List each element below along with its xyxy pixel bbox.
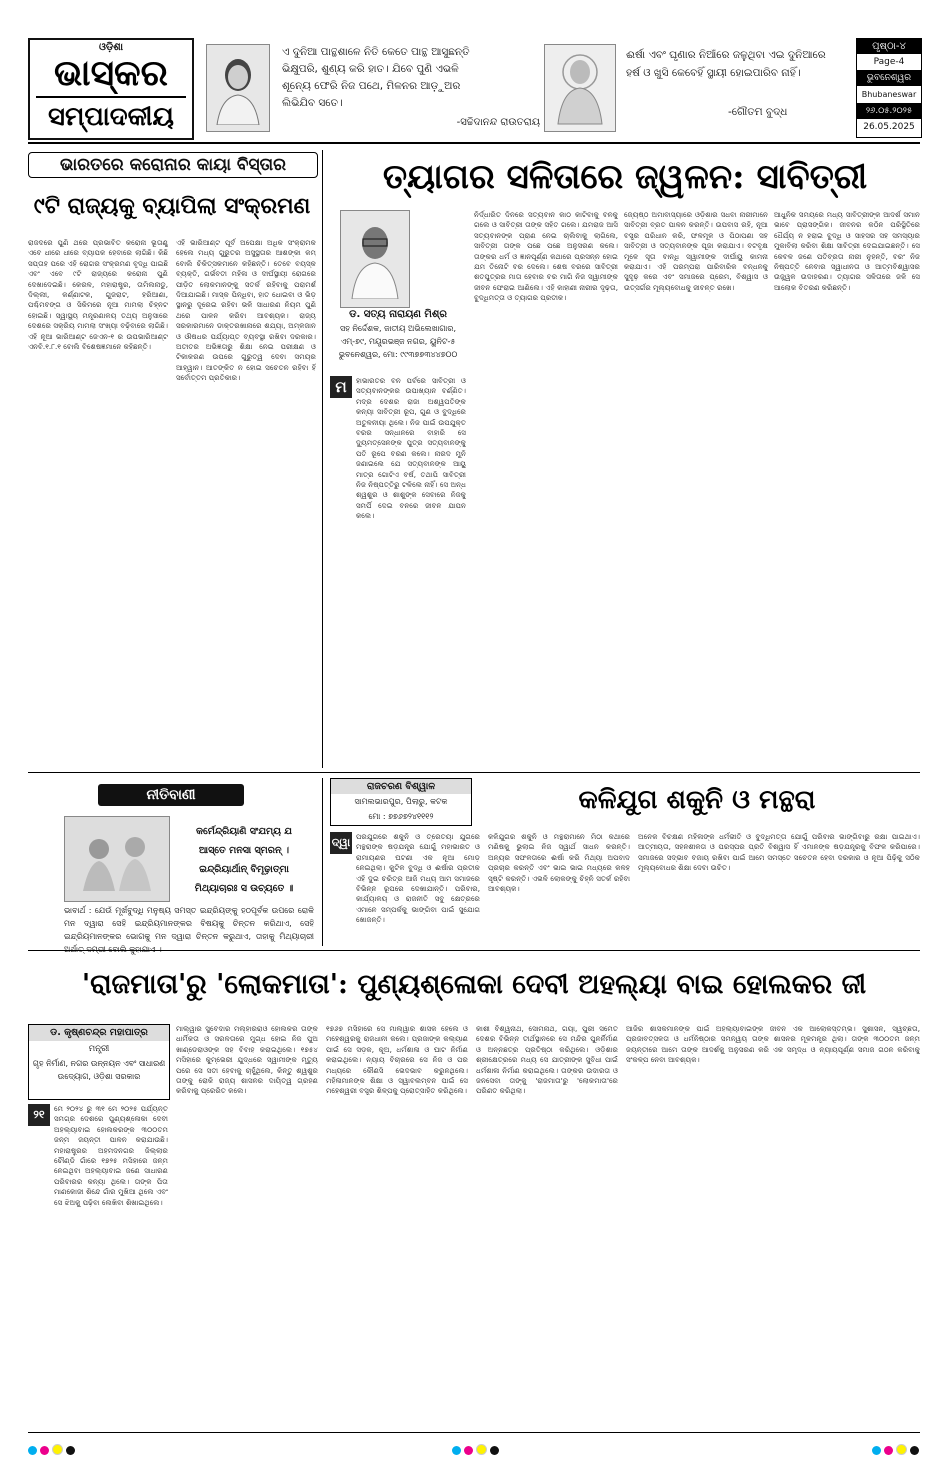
kaliyuga-body-col3: ଅନେକ ବିଚକ୍ଷଣ ମହିଳାଙ୍କ ଧର୍ମଭୀତି ଓ ବୁଦ୍ଧିମତ୍ତା ଯୋଗୁଁ ପରିବାର ଭାଙ୍ଗିବାରୁ ରକ୍ଷା ପାଇଥାଏ। ଆତ୍ମୀୟତା, ସହନଶୀଳତା ଓ ପରସ୍ପର ପ୍ରତି ବିଶ୍ୱାସ ହିଁ ଏମାନଙ୍କ ଷଡ଼ଯନ୍ତ୍ରକୁ ବିଫଳ କରିପାରେ। ସମାଜରେ ସଦ୍ଭାବ ବଜାୟ ରଖିବା ପାଇଁ ଆମେ ସମସ୍ତେ ସଚେତନ ହେବା ଦରକାର ଓ ନୂଆ ପିଢ଼ିକୁ ସଠିକ ମୂଲ୍ୟବୋଧର ଶିକ୍ଷା ଦେବା ଉଚିତ। xyxy=(638,832,920,873)
ahilya-author-box xyxy=(28,1024,170,1100)
verse-line-2: ଆସ୍ତେ ମନସା ସ୍ମରନ୍ । xyxy=(198,845,290,856)
registration-marks-right xyxy=(872,1440,922,1459)
page-number-en: Page-4 xyxy=(873,57,905,67)
kaliyuga-dropcap: ଦ୍ୱା xyxy=(330,832,352,854)
buddha-icon xyxy=(550,50,610,126)
section-rule-2 xyxy=(28,950,920,951)
buddha-portrait xyxy=(544,44,616,132)
editorial-title: ୯ଟି ରାଜ୍ୟକୁ ବ୍ୟାପିଲା ସଂକ୍ରମଣ xyxy=(33,193,311,219)
chariot-icon xyxy=(69,821,165,897)
kaliyuga-author-name: ରାଜଚରଣ ବିଶ୍ୱାଳ xyxy=(331,779,471,794)
registration-marks-center xyxy=(452,1440,502,1459)
color-dot-magenta xyxy=(884,1446,893,1455)
color-dot-black xyxy=(66,1446,75,1455)
date-en: 26.05.2025 xyxy=(863,122,915,132)
date-odia: ୨୬.୦୫.୨୦୨୫ xyxy=(857,103,921,119)
savitri-dropcap: ମ xyxy=(330,376,352,398)
color-dot-black xyxy=(490,1446,499,1455)
column-rule-2 xyxy=(322,778,323,946)
page-info-box xyxy=(856,38,922,138)
city-en: Bhubaneswar xyxy=(861,90,917,99)
footer-rule xyxy=(28,1432,920,1433)
color-dot-black xyxy=(910,1446,919,1455)
ahilya-body-col5: ଆଜିର ଶାସକମାନଙ୍କ ପାଇଁ ଅହଲ୍ୟାବାଇଙ୍କ ଜୀବନ ଏକ ଆଲୋକସ୍ତମ୍ଭ। ସୁଶାସନ, ସ୍ୱଚ୍ଛତା, ପ୍ରଜାବତ୍ସଳତା ଓ ଧର୍ମନିଷ୍ଠାର ସମନ୍ୱୟ ତାଙ୍କ ଶାସନର ମୂଳମନ୍ତ୍ର ଥିଲା। ତାଙ୍କ ୩୦୦ତମ ଜନ୍ମ ଜୟନ୍ତୀରେ ଆମେ ତାଙ୍କ ଆଦର୍ଶକୁ ଅନୁସରଣ କରି ଏକ ସମୃଦ୍ଧ ଓ ନ୍ୟାୟପୂର୍ଣ୍ଣ ସମାଜ ଗଠନ କରିବାକୁ ସଂକଳ୍ପ ନେବା ଆବଶ୍ୟକ। xyxy=(626,1024,920,1065)
savitri-body-col4: ଆଧୁନିକ ସମୟରେ ମଧ୍ୟ ସାବିତ୍ରୀଙ୍କ ଆଦର୍ଶ ସମାନ ଭାବେ ପ୍ରାସଙ୍ଗିକ। ଜୀବନର କଠିନ ପରିସ୍ଥିତିରେ ଧୈର୍ଯ୍ୟ ନ ହରାଇ ବୁଦ୍ଧି ଓ ସାହସର ସହ ସମସ୍ୟାର ମୁକାବିଲା କରିବା ଶିକ୍ଷା ସାବିତ୍ରୀ ଦେଇଯାଇଛନ୍ତି। ସେ କେବଳ ଜଣେ ପତିବ୍ରତା ନାରୀ ନୁହନ୍ତି, ବରଂ ନିଜ ନିଷ୍ପତ୍ତି ନେବାର ସ୍ୱାଧୀନତା ଓ ଆତ୍ମବିଶ୍ୱାସର ଉଜ୍ଜ୍ୱଳ ଉଦାହରଣ। ତ୍ୟାଗର ସଳିତାରେ ଜଳି ସେ ଆଲୋକ ବିତରଣ କରିଛନ୍ତି। xyxy=(774,210,920,292)
kaliyuga-author-place: ସାମଲଭାରପୁର, ପିଲାରୁ, କଟକ xyxy=(354,797,448,806)
savitri-author-name: ଡ. ସତ୍ୟ ନାରାୟଣ ମିଶ୍ର xyxy=(349,309,447,320)
nitibani-verse xyxy=(176,822,312,898)
kaliyuga-title: କଳିଯୁଗ ଶକୁନି ଓ ମନ୍ଥରା xyxy=(578,785,816,815)
city-odia: ଭୁବନେଶ୍ୱର xyxy=(857,70,921,86)
ahilya-body-col2: ମାଲ୍ୱାର ସୁବେଦାର ମଲ୍ହାରରାଓ ହୋଲକର ତାଙ୍କ ଧାର୍ମିକତା ଓ ସରଳତାରେ ମୁଗ୍ଧ ହୋଇ ନିଜ ପୁଅ ଖାଣ୍ଡେରାଓଙ୍କ ସହ ବିବାହ କରାଇଥିଲେ। ୧୭୫୪ ମସିହାରେ କୁମ୍ଭେରୀ ଯୁଦ୍ଧରେ ସ୍ୱାମୀଙ୍କ ମୃତ୍ୟୁ ପରେ ସେ ସତୀ ହେବାକୁ ଚାହୁଁଥିଲେ, କିନ୍ତୁ ଶ୍ୱଶୁର ତାଙ୍କୁ ରୋକି ରାଜ୍ୟ ଶାସନର ଦାୟିତ୍ୱ ଗ୍ରହଣ କରିବାକୁ ପ୍ରେରିତ କଲେ। xyxy=(176,1024,318,1096)
kaliyuga-body-col1: ପରଯୁଗରେ ଶକୁନି ଓ ତ୍ରେତୟା ଯୁଗରେ ମନ୍ଥରାଙ୍କ ଷଡ଼ଯନ୍ତ୍ର ଯୋଗୁଁ ମହାଭାରତ ଓ ରାମାୟଣର ଘଟଣା ଏକ ନୂଆ ମୋଡ଼ ନେଇଥିଲା। କୁଟିଳ ବୁଦ୍ଧି ଓ ଈର୍ଷାର ପ୍ରତୀକ ଏହି ଦୁଇ ଚରିତ୍ର ଆଜି ମଧ୍ୟ ଆମ ସମାଜରେ ବିଭିନ୍ନ ରୂପରେ ଦେଖାଯାନ୍ତି। ପରିବାର, କାର୍ଯ୍ୟାଳୟ ଓ ରାଜନୀତି ସବୁ କ୍ଷେତ୍ରରେ ଏମାନେ ସମ୍ପର୍କକୁ ଭାଙ୍ଗିବା ପାଇଁ ସୁଯୋଗ ଖୋଜନ୍ତି। xyxy=(356,832,480,925)
editorial-kicker: ଭାରତରେ କରୋନାର କାୟା ବିସ୍ତାର xyxy=(28,152,318,178)
author-photo-savitri xyxy=(340,210,410,308)
person-silhouette-icon xyxy=(348,219,402,299)
masthead-divider xyxy=(36,96,186,98)
editorial-body-col2: ଏହି ଭାରିଆଣ୍ଟ ପୂର୍ବ ଅପେକ୍ଷା ଅଧିକ ସଂକ୍ରାମକ ହେଲେ ମଧ୍ୟ ଗୁରୁତର ଅସୁସ୍ଥତାର ଆଶଙ୍କା କମ୍ ବୋଲି ଚିକିତ୍ସକମାନେ କହିଛନ୍ତି। ତେବେ ବୟସ୍କ ବ୍ୟକ୍ତି, ଗର୍ଭବତୀ ମହିଳା ଓ ଦୀର୍ଘସ୍ଥାୟୀ ରୋଗରେ ପୀଡ଼ିତ ଲୋକମାନଙ୍କୁ ସତର୍କ ରହିବାକୁ ପରାମର୍ଶ ଦିଆଯାଇଛି। ମାସ୍କ ପିନ୍ଧିବା, ହାତ ଧୋଇବା ଓ ଭିଡ଼ ସ୍ଥାନରୁ ଦୂରେଇ ରହିବା ଭଳି ସାଧାରଣ ନିୟମ ପୁଣି ଥରେ ପାଳନ କରିବା ଆବଶ୍ୟକ। ରାଜ୍ୟ ସରକାରମାନେ ଡାକ୍ତରଖାନାରେ ଶଯ୍ୟା, ଅମ୍ଳଜାନ ଓ ଔଷଧର ପର୍ଯ୍ୟାପ୍ତ ବ୍ୟବସ୍ଥା ରଖିବା ଦରକାର। ଅତୀତର ଅଭିଜ୍ଞତାରୁ ଶିକ୍ଷା ନେଇ ପରୀକ୍ଷଣ ଓ ଟିକାକରଣ ଉପରେ ଗୁରୁତ୍ୱ ଦେବା ସମୟର ଆହ୍ୱାନ। ଆତଙ୍କିତ ନ ହୋଇ ସଚେତନ ରହିବା ହିଁ ସର୍ବୋତ୍ତମ ପ୍ରତିକାର। xyxy=(176,238,316,383)
savitri-author-detail: ସହ ନିର୍ଦ୍ଦେଶକ, ଜାତୀୟ ଅଭିଲେଖାଗାର, ଏମ୍-୭୯, ମୟୂରଭଞ୍ଜ ନଗର, ୟୁନିଟ-୫ ଭୁବନେଶ୍ୱର, ମୋ: ୯୯୩୭୭୩୪୪୭୦୦ xyxy=(338,324,458,359)
masthead-rule xyxy=(28,142,920,144)
column-rule-1 xyxy=(322,150,323,768)
masthead-section: ସମ୍ପାଦକୀୟ xyxy=(48,102,174,132)
masthead-paper-name: ଭାସ୍କର xyxy=(54,52,168,94)
ahilya-body-col1: ମେ ୨୦୨୪ ରୁ ୩୧ ମେ ୨୦୨୫ ପର୍ଯ୍ୟନ୍ତ ସମଗ୍ର ଦେଶରେ ପୁଣ୍ୟଶ୍ଳୋକା ଦେବୀ ଅହଲ୍ୟାବାଇ ହୋଲକରଙ୍କ ୩୦୦ତମ ଜନ୍ମ ଜୟନ୍ତୀ ପାଳନ କରାଯାଉଛି। ମହାରାଷ୍ଟ୍ରର ଅହମଦନଗର ଜିଲ୍ଲାର ଚୌଣ୍ଡି ଗାଁରେ ୧୭୨୫ ମସିହାରେ ଜନ୍ମ ନେଇଥିବା ଅହଲ୍ୟାବାଇ ଜଣେ ସାଧାରଣ ପରିବାରର କନ୍ୟା ଥିଲେ। ତାଙ୍କ ପିତା ମାଣକୋଜୀ ଶିନ୍ଦେ ଗାଁର ମୁଖିଆ ଥିଲେ ଏବଂ ସେ ଝିଅକୁ ପଢ଼ିବା ଲେଖିବା ଶିଖାଇଥିଲେ। xyxy=(54,1104,168,1207)
verse-line-4: ମିଥ୍ୟାଚାରଃ ସ ଉଚ୍ୟତେ ॥ xyxy=(194,883,294,894)
verse-line-1: କର୍ମେନ୍ଦ୍ରିୟାଣି ସଂଯମ୍ୟ ଯ xyxy=(196,826,292,837)
verse-line-3: ଇନ୍ଦ୍ରିୟାର୍ଥାନ୍ ବିମୂଢ଼ାତ୍ମା xyxy=(199,864,289,875)
masthead xyxy=(28,38,194,140)
savitri-body-col3: ଜ୍ୟେଷ୍ଠ ଅମାବାସ୍ୟାରେ ଓଡ଼ିଶାର ସଧବା ନାରୀମାନେ ସାବିତ୍ରୀ ବ୍ରତ ପାଳନ କରନ୍ତି। ଉପବାସ ରହି, ନୂଆ ବସ୍ତ୍ର ପରିଧାନ କରି, ଫଳମୂଳ ଓ ପିଠାପଣା ସହ ସାବିତ୍ରୀ ଓ ସତ୍ୟବାନଙ୍କ ପୂଜା କରାଯାଏ। ବଟବୃକ୍ଷ ମୂଳେ ସୂତା ବାନ୍ଧି ସ୍ୱାମୀଙ୍କ ଦୀର୍ଘାୟୁ କାମନା କରାଯାଏ। ଏହି ପରମ୍ପରା ପାରିବାରିକ ବନ୍ଧନକୁ ସୁଦୃଢ଼ କରେ ଏବଂ ସମାଜରେ ପ୍ରେମ, ବିଶ୍ୱାସ ଓ ଉତ୍ସର୍ଗର ମୂଲ୍ୟବୋଧକୁ ଜୀବନ୍ତ ରଖେ। xyxy=(624,210,768,292)
savitri-title: ତ୍ୟାଗର ସଳିତାରେ ଜ୍ୱଳନ: ସାବିତ୍ରୀ xyxy=(382,157,868,197)
person-silhouette-icon xyxy=(213,51,263,125)
quote-right-text: ଈର୍ଷା ଏବଂ ଘୃଣାର ନିଆଁରେ ଜଳୁଥିବା ଏଇ ଦୁନିଆରେ ହର୍ଷ ଓ ଖୁସି କେବେହିଁ ସ୍ଥାୟୀ ହୋଇପାରିବ ନାହିଁ। xyxy=(626,49,826,79)
ahilya-body-col3: ୧୭୬୭ ମସିହାରେ ସେ ମାଲ୍ୱାର ଶାସକ ହେଲେ ଓ ମହେଶ୍ୱରକୁ ରାଜଧାନୀ କଲେ। ପ୍ରଜାଙ୍କ କଲ୍ୟାଣ ପାଇଁ ସେ ସଡ଼କ, କୂଅ, ଧର୍ମଶାଳା ଓ ଘାଟ ନିର୍ମାଣ କରାଇଥିଲେ। ନ୍ୟାୟ ବିଚାରରେ ସେ ନିଜ ଓ ପର ମଧ୍ୟରେ କୌଣସି ଭେଦଭାବ କରୁନଥିଲେ। ମହିଳାମାନଙ୍କ ଶିକ୍ଷା ଓ ସ୍ୱାବଲମ୍ବନ ପାଇଁ ସେ ମହେଶ୍ୱରୀ ବସ୍ତ୍ର ଶିଳ୍ପକୁ ପ୍ରୋତ୍ସାହିତ କରିଥିଲେ। xyxy=(326,1024,468,1096)
editorial-body-col1: ରାଜଦରେ ପୁଣି ଥରେ ପ୍ରଭାବିତ କରୋନା ଭୂତାଣୁ ଏବେ ଧୀରେ ଧୀରେ ବ୍ୟାପକ ହେବାରେ ଲାଗିଛି। କିଛି ସପ୍ତାହ ପରେ ଏହି ରୋଗର ସଂକ୍ରମଣ ବୃଦ୍ଧି ପାଇଛି ଏବଂ ଏବେ ୯ଟି ରାଜ୍ୟରେ କରୋନା ପୁଣି ଦେଖାଦେଇଛି। କେରଳ, ମହାରାଷ୍ଟ୍ର, ତାମିଲନାଡୁ, ଦିଲ୍ଲୀ, କର୍ଣ୍ଣାଟକ, ଗୁଜରାଟ, ହରିଆଣା, ପଶ୍ଚିମବଙ୍ଗ ଓ ସିକିମରେ ନୂଆ ମାମଲା ଚିହ୍ନଟ ହୋଇଛି। ସ୍ୱାସ୍ଥ୍ୟ ମନ୍ତ୍ରଣାଳୟ ତଥ୍ୟ ଅନୁସାରେ ଦେଶରେ ସକ୍ରିୟ ମାମଲା ସଂଖ୍ୟା ବଢ଼ିବାରେ ଲାଗିଛି। ଏହି ନୂଆ ଭାରିଆଣ୍ଟ ଜେଏନ-୧ ର ଉପଭାରିଆଣ୍ଟ ଏନବି.୧.୮.୧ ବୋଲି ବିଶେଷଜ୍ଞମାନେ କହିଛନ୍ତି। xyxy=(28,238,168,352)
registration-marks-left xyxy=(28,1440,78,1459)
quote-left-text: ଏ ଦୁନିଆ ପାନ୍ଥଶାଳେ ନିତି କେତେ ପାନ୍ଥ ଆସୁଛନ୍ତି ଭିକ୍ଷୁପରି, ଶୁଣ୍ୟ କରି ହାତ। ଯିବେ ପୁଣି ଏଭଳି ଶୂନ୍ୟେ ଫେରି ନିଜ ପଥେ, ମିଳନର ଆଡ଼ୁଅର ଲିଭିଯିବ ସତେ। xyxy=(282,46,470,109)
color-dot-yellow xyxy=(476,1444,487,1455)
krishna-arjuna-image xyxy=(64,816,170,902)
color-dot-magenta xyxy=(464,1446,473,1455)
color-dot-yellow xyxy=(52,1444,63,1455)
kaliyuga-body-col2: କଳିଯୁଗର ଶକୁନି ଓ ମନ୍ଥରାମାନେ ମିଠା କଥାରେ ମଣିଷକୁ ଭୁଲାଇ ନିଜ ସ୍ୱାର୍ଥ ସାଧନ କରନ୍ତି। ଅନ୍ୟର ସଫଳତାରେ ଈର୍ଷା କରି ମିଥ୍ୟା ଅପବାଦ ପ୍ରଚାର କରନ୍ତି ଏବଂ ଭାଇ ଭାଇ ମଧ୍ୟରେ କଳହ ସୃଷ୍ଟି କରନ୍ତି। ଏଭଳି ଲୋକଙ୍କୁ ଚିହ୍ନି ସତର୍କ ରହିବା ଆବଶ୍ୟକ। xyxy=(488,832,630,894)
nitibani-label: ନୀତିବାଣୀ xyxy=(98,784,244,806)
color-dot-yellow xyxy=(896,1444,907,1455)
color-dot-cyan xyxy=(452,1446,461,1455)
savitri-body-col1: ହାଭାରତର ବନ ପର୍ବରେ ସାବିତ୍ରୀ ଓ ସତ୍ୟବାନଙ୍କର ଉପାଖ୍ୟାନ ବର୍ଣ୍ଣିତ। ମଦ୍ର ଦେଶର ରାଜା ଅଶ୍ୱପତିଙ୍କ କନ୍ୟା ସାବିତ୍ରୀ ରୂପ, ଗୁଣ ଓ ବୁଦ୍ଧିରେ ଅତୁଳନୀୟା ଥିଲେ। ନିଜ ପାଇଁ ଉପଯୁକ୍ତ ବରର ସନ୍ଧାନରେ ବାହାରି ସେ ଦ୍ୟୁମତ୍ସେନଙ୍କ ପୁତ୍ର ସତ୍ୟବାନଙ୍କୁ ପତି ରୂପେ ବରଣ କଲେ। ନାରଦ ମୁନି ଜଣାଇଲେ ଯେ ସତ୍ୟବାନଙ୍କ ଆୟୁ ମାତ୍ର ଗୋଟିଏ ବର୍ଷ, ତଥାପି ସାବିତ୍ରୀ ନିଜ ନିଷ୍ପତ୍ତିରୁ ଟଳିଲେ ନାହିଁ। ସେ ଅନ୍ଧ ଶ୍ୱଶୁର ଓ ଶାଶୁଙ୍କ ସେବାରେ ନିଜକୁ ସମର୍ପି ଦେଇ ବନରେ ଜୀବନ ଯାପନ କଲେ। xyxy=(356,376,466,521)
color-dot-cyan xyxy=(872,1446,881,1455)
kaliyuga-author-phone: ମୋ : ୭୭୬୭୨୪୧୧୧୨ xyxy=(368,812,434,821)
poet-portrait xyxy=(206,44,270,132)
masthead-state: ଓଡ଼ିଶା xyxy=(98,42,124,53)
quote-right-author: -ଗୌତମ ବୁଦ୍ଧ xyxy=(728,106,788,118)
section-rule-1 xyxy=(28,772,920,773)
ahilya-author-role: ମନ୍ତ୍ରୀ xyxy=(88,1044,110,1054)
kaliyuga-author-box xyxy=(330,778,472,826)
ahilya-title: 'ରାଜମାତା'ରୁ 'ଲୋକମାତା': ପୁଣ୍ୟଶ୍ଳୋକା ଦେବୀ ଅହଲ୍ୟା ବାଇ ହୋଲକର ଜୀ xyxy=(81,969,867,1000)
savitri-body-col2: ନିର୍ଦ୍ଧାରିତ ଦିନରେ ସତ୍ୟବାନ କାଠ କାଟିବାକୁ ବନକୁ ଗଲେ ଓ ସାବିତ୍ରୀ ତାଙ୍କ ସହିତ ଗଲେ। ଯମରାଜ ଆସି ସତ୍ୟବାନଙ୍କ ପ୍ରାଣ ନେଇ ଚାଲିବାକୁ ଲାଗିଲେ, ସାବିତ୍ରୀ ତାଙ୍କ ପଛେ ପଛେ ଅନୁସରଣ କଲେ। ତାଙ୍କର ଧର୍ମ ଓ ଜ୍ଞାନପୂର୍ଣ୍ଣ କଥାରେ ପ୍ରସନ୍ନ ହୋଇ ଯମ ତିନୋଟି ବର ଦେଲେ। ଶେଷ ବରରେ ସାବିତ୍ରୀ ଶତପୁତ୍ରର ମାତା ହେବାର ବର ମାଗି ନିଜ ସ୍ୱାମୀଙ୍କ ଜୀବନ ଫେରାଇ ଆଣିଲେ। ଏହି କାହାଣୀ ନାରୀର ଦୃଢ଼ତା, ବୁଦ୍ଧିମତ୍ତା ଓ ତ୍ୟାଗର ପ୍ରତୀକ। xyxy=(474,210,618,303)
color-dot-magenta xyxy=(40,1446,49,1455)
ahilya-author-dept: ଗୃହ ନିର୍ମାଣ, ନଗର ଉନ୍ନୟନ ଏବଂ ସାଧାରଣ ଉଦ୍ୟୋଗ, ଓଡ଼ିଶା ସରକାର xyxy=(32,1059,166,1081)
ahilya-dropcap: ୨୧ xyxy=(28,1104,50,1126)
page-number-odia: ପୃଷ୍ଠା-୪ xyxy=(857,39,921,54)
ahilya-body-col4: କାଶୀ ବିଶ୍ୱନାଥ, ସୋମନାଥ, ଗୟା, ପୁରୀ ସମେତ ଦେଶର ବିଭିନ୍ନ ତୀର୍ଥସ୍ଥାନରେ ସେ ମନ୍ଦିର ପୁନର୍ନିର୍ମାଣ ଓ ଅନ୍ନଛତ୍ର ପ୍ରତିଷ୍ଠା କରିଥିଲେ। ଓଡ଼ିଶାର ଶ୍ରୀକ୍ଷେତ୍ରରେ ମଧ୍ୟ ସେ ଯାତ୍ରୀଙ୍କ ସୁବିଧା ପାଇଁ ଧର୍ମଶାଳା ନିର୍ମାଣ କରାଇଥିଲେ। ତାଙ୍କର ଉଦାରତା ଓ ଜନସେବା ତାଙ୍କୁ 'ରାଜମାତା'ରୁ 'ଲୋକମାତା'ରେ ପରିଣତ କରିଥିଲା। xyxy=(476,1024,618,1096)
quote-left-author: -ସଚ୍ଚିଦାନନ୍ଦ ରାଉତରାୟ xyxy=(456,117,540,128)
nitibani-meaning: ଭାବାର୍ଥ : ଯେଉଁ ମୂର୍ଖବୁଦ୍ଧି ମନୁଷ୍ୟ ସମସ୍ତ ଇନ୍ଦ୍ରିୟଙ୍କୁ ହଠପୂର୍ବକ ଉପରେ ରୋକି ମନ ଦ୍ୱାରା ସେହି ଇନ୍ଦ୍ରିୟମାନଙ୍କର ବିଷୟକୁ ଚିନ୍ତନ କରିଥାଏ, ସେହି ଇନ୍ଦ୍ରିୟମାନଙ୍କର ଭୋଗକୁ ମନ ଦ୍ୱାରା ଚିନ୍ତନ କରୁଥାଏ, ତାହାକୁ ମିଥ୍ୟାଚାରୀ xyxy=(64,906,314,941)
color-dot-cyan xyxy=(28,1446,37,1455)
ahilya-author-name: ଡ. କୃଷ୍ଣଚନ୍ଦ୍ର ମହାପାତ୍ର xyxy=(29,1025,169,1041)
